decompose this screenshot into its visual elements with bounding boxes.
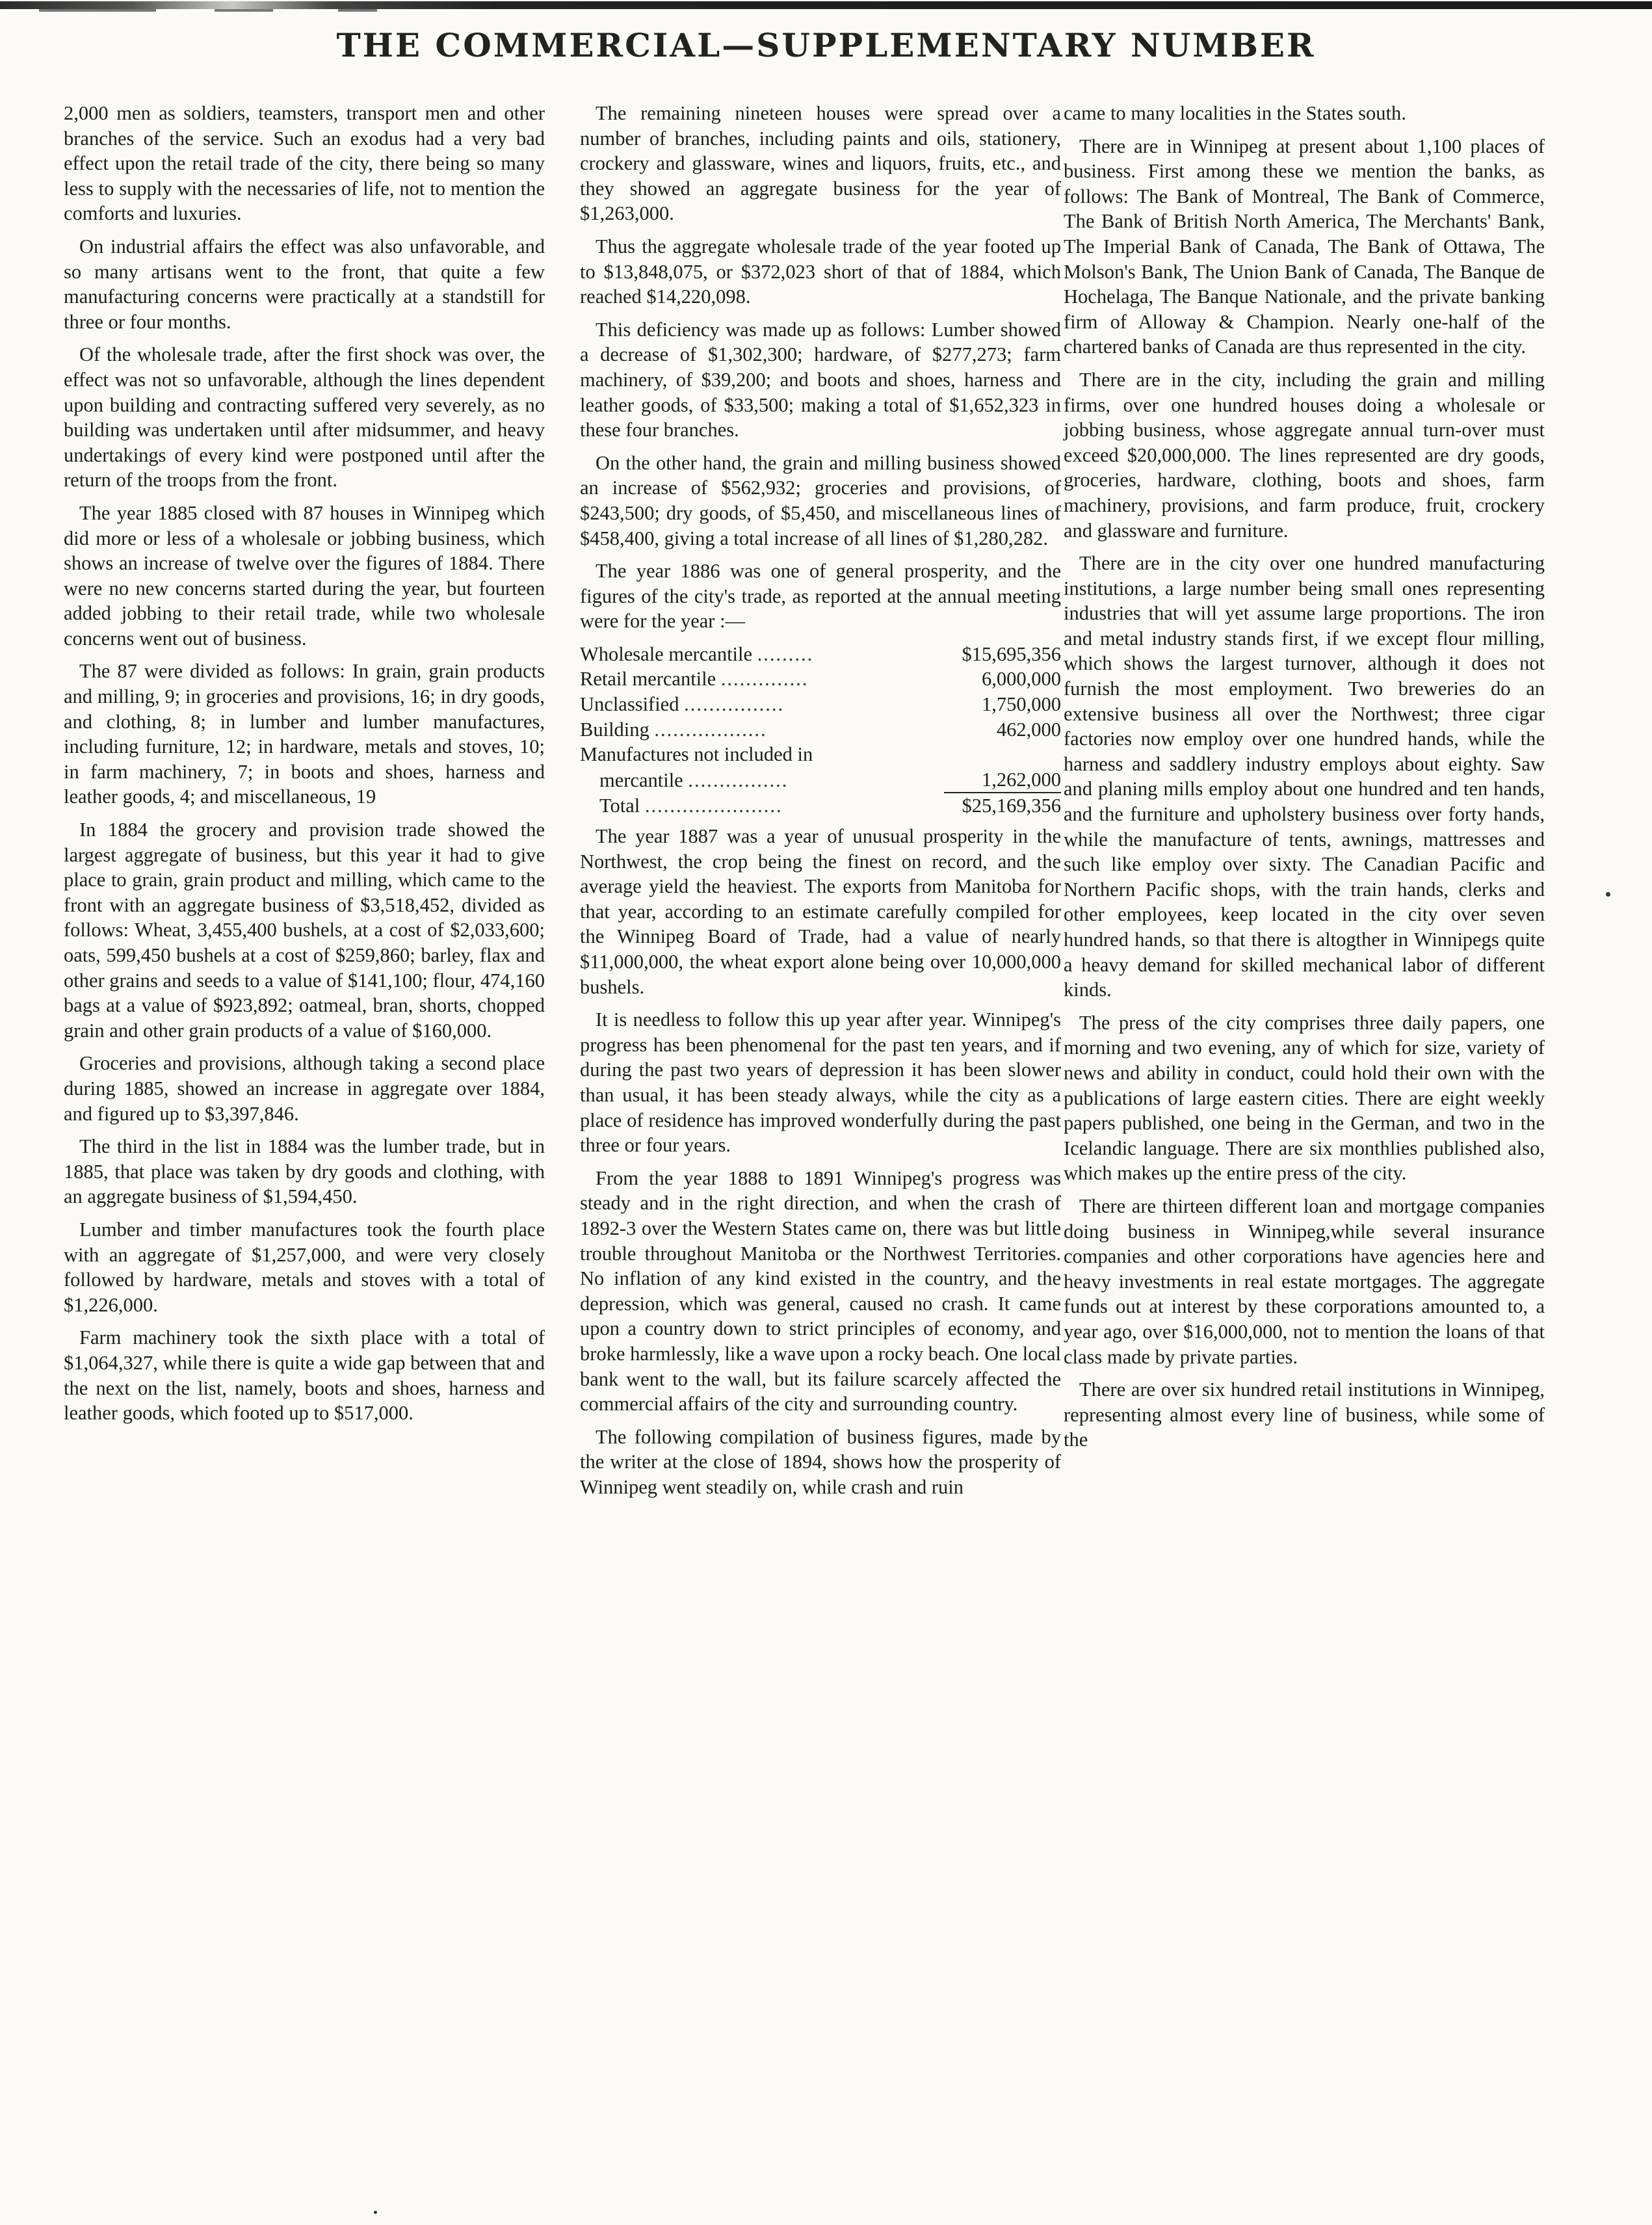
paragraph: The year 1887 was a year of unusual prosperity in the Northwest, the crop being the finest on record, and the average yield the heaviest. The exports from Manitoba for that year, according to an estimate carefully compiled for the Winnipeg Board of Trade, had a value of nearly $11,000,000, the wheat export alone being over 10,000,000 bushels. [580,825,1061,998]
row-label: Wholesale mercantile [580,642,753,665]
paragraph: 2,000 men as soldiers, teamsters, transport men and other branches of the service. Such an exodus had a very bad effect upon the retail trade of the city, there being so many less to supply with the necessaries of life, not to mention the comforts and luxuries. [64,102,545,225]
paragraph: came to many localities in the States south. [1064,102,1406,124]
row-amount: 462,000 [996,718,1061,741]
paragraph: The remaining nineteen houses were spread over a number of branches, including paints and oils, stationery, crockery and glassware, wines and liquors, fruits, etc., and they showed an aggregate business for the year of $1,263,000. [580,102,1061,225]
row-leader: .............. [720,668,809,691]
print-speck [374,2211,377,2214]
paragraph: This deficiency was made up as follows: Lumber showed a decrease of $1,302,300; hardware, of $277,273; farm machinery, of $39,200; and boots and shoes, harness and leather goods, of $33,500; making a total of $1,652,323 in these four branches. [580,318,1061,441]
row-label: Manufactures not included in [580,743,813,766]
total-label: Total [599,795,640,817]
row-leader: ......... [757,642,814,665]
row-leader: .................. [654,718,767,741]
row-amount [944,742,1061,767]
paragraph: There are in Winnipeg at present about 1,100 places of business. First among these we mention the banks, as follows: The Bank of Montreal, The Bank of Commerce, The Bank of British North America, The Merchants' Bank, The Imperial Bank of Canada, The Bank of Ottawa, The Molson's Bank, The Union Bank of Canada, The Banque de Hochelaga, The Banque Nationale, and the private banking firm of Alloway & Champion. Nearly one-half of the chartered banks of Canada are thus represented in the city. [1064,135,1545,358]
paragraph: Of the wholesale trade, after the first shock was over, the effect was not so unfavorable, although the lines dependent upon building and contracting suffered very severely, as no building was undertaken until after midsummer, and heavy undertakings of every kind were postponed until after the return of the troops from the front. [64,343,545,492]
row-amount: $15,695,356 [962,642,1061,665]
row-label: mercantile [599,769,683,791]
row-amount: 1,750,000 [982,693,1061,716]
column-2 [580,101,1061,1507]
row-label: Building [580,718,649,741]
table-row [580,666,1061,692]
print-speck [1606,892,1610,897]
trade-figures-table [580,642,1061,819]
paragraph: The press of the city comprises three daily papers, one morning and two evening, any of which for size, variety of news and ability in conduct, could hold their own with the publications of large eastern cities. There are eight weekly papers published, one being in the German, and two in the Icelandic language. There are six monthlies published also, which makes up the entire press of the city. [1064,1011,1545,1185]
paragraph: The year 1886 was one of general prosperity, and the figures of the city's trade, as reported at the annual meeting were for the year :— [580,560,1061,633]
paragraph: There are in the city, including the grain and milling firms, over one hundred houses doing a wholesale or jobbing business, whose aggregate annual turn-over must exceed $20,000,000. The lines represented are dry goods, groceries, hardware, clothing, boots and shoes, farm machinery, provisions, and farm produce, fruit, crockery and glassware and furniture. [1064,368,1545,542]
row-label: Retail mercantile [580,668,716,691]
total-amount: $25,169,356 [944,793,1061,819]
paragraph: The following compilation of business figures, made by the writer at the close of 1894, shows how the prosperity of Winnipeg went steadily on, while crash and ruin [580,1425,1061,1498]
row-leader: ................ [688,769,789,791]
paragraph: The 87 were divided as follows: In grain, grain products and milling, 9; in groceries and provisions, 16; in dry goods, and clothing, 8; in lumber and lumber manufactures, including furniture, 12; in hardware, metals and stoves, 10; in farm machinery, 7; in boots and shoes, harness and leather goods, 4; and miscellaneous, 19 [64,660,545,808]
paragraph: There are over six hundred retail institutions in Winnipeg, representing almost every line of business, while some of the [1064,1378,1545,1451]
paragraph: Farm machinery took the sixth place with a total of $1,064,327, while there is quite a wide gap between that and the next on the list, namely, boots and shoes, harness and leather goods, which footed up to $517,000. [64,1326,545,1425]
paragraph: Thus the aggregate wholesale trade of the year footed up to $13,848,075, or $372,023 short of that of 1884, which reached $14,220,098. [580,235,1061,308]
table-total-row [580,793,1061,819]
row-label: Unclassified [580,693,679,716]
paragraph: There are in the city over one hundred manufacturing institutions, a large number being small ones representing industries that will yet assume large proportions. The iron and metal industry stands first, if we except flour milling, which shows the largest turnover, although it does not furnish the most employment. Two breweries do an extensive business all over the Northwest; three cigar factories now employ over one hundred hands, while the harness and saddlery industry employs about eighty. Saw and planing mills employ about one hundred and ten hands, and the furniture and upholstery business over forty hands, while the manufacture of tents, awnings, mattresses and such like employ over sixty. The Canadian Pacific and Northern Pacific shops, with the train hands, clerks and other employees, keep located in the city over seven hundred hands, so that there is altogther in Winnipegs quite a heavy demand for skilled mechanical labor of different kinds. [1064,552,1545,1001]
paragraph: On industrial affairs the effect was also unfavorable, and so many artisans went to the front, that quite a few manufacturing concerns were practically at a standstill for three or four months. [64,235,545,333]
paragraph: From the year 1888 to 1891 Winnipeg's progress was steady and in the right direction, and when the crash of 1892-3 over the Western States came on, there was but little trouble throughout Manitoba or the Northwest Territories. No inflation of any kind existed in the country, and the depression, which was general, caused no crash. It came upon a country down to strict principles of economy, and broke harmlessly, like a wave upon a rocky beach. One local bank went to the wall, but its failure scarcely affected the commercial affairs of the city and surrounding country. [580,1166,1061,1415]
top-border-rule [0,0,1652,17]
page-header-title: THE COMMERCIAL—SUPPLEMENTARY NUMBER [336,26,1316,64]
paragraph: It is needless to follow this up year after year. Winnipeg's progress has been phenomenal for the past ten years, and if during the past two years of depression it has been slower than usual, it has been steady always, while the city as a place of residence has improved wonderfully during the past three or four years. [580,1008,1061,1157]
paragraph: In 1884 the grocery and provision trade showed the largest aggregate of business, but this year it had to give place to grain, grain product and milling, which came to the front with an aggregate business of $3,518,452, divided as follows: Wheat, 3,455,400 bushels, at a cost of $2,033,600; oats, 599,450 bushels at a cost of $259,860; barley, flax and other grains and seeds to a value of $141,100; flour, 474,160 bags at a value of $923,892; oatmeal, bran, shorts, chopped grain and other grain products of a value of $160,000. [64,819,545,1042]
row-leader: ................ [684,693,785,716]
column-3 [1064,101,1545,1460]
total-leader: ...................... [644,795,783,817]
column-1 [64,101,545,1434]
paragraph: The year 1885 closed with 87 houses in Winnipeg which did more or less of a wholesale or jobbing business, which shows an increase of twelve over the figures of 1884. There were no new concerns started during the year, but fourteen added jobbing to their retail trade, while two wholesale concerns went out of business. [64,501,545,650]
row-amount: 6,000,000 [982,668,1061,691]
table-row [580,767,1061,793]
table-row [580,742,1061,767]
paragraph: Lumber and timber manufactures took the fourth place with an aggregate of $1,257,000, and were very closely followed by hardware, metals and stoves with a total of $1,226,000. [64,1218,545,1316]
paragraph: On the other hand, the grain and milling business showed an increase of $562,932; groceries and provisions, of $243,500; dry goods, of $5,450, and miscellaneous lines of $458,400, giving a total increase of all lines of $1,280,282. [580,451,1061,549]
table-row [580,642,1061,667]
table-row [580,692,1061,717]
table-row [580,717,1061,743]
row-amount: 1,262,000 [982,768,1061,791]
paragraph: The third in the list in 1884 was the lumber trade, but in 1885, that place was taken by dry goods and clothing, with an aggregate business of $1,594,450. [64,1135,545,1208]
paragraph: There are thirteen different loan and mortgage companies doing business in Winnipeg,while several insurance companies and other corporations have agencies here and heavy investments in real estate mortgages. The aggregate funds out at interest by these corporations amounted to, a year ago, over $16,000,000, not to mention the loans of that class made by private parties. [1064,1194,1545,1368]
paragraph: Groceries and provisions, although taking a second place during 1885, showed an increase in aggregate over 1884, and figured up to $3,397,846. [64,1052,545,1125]
